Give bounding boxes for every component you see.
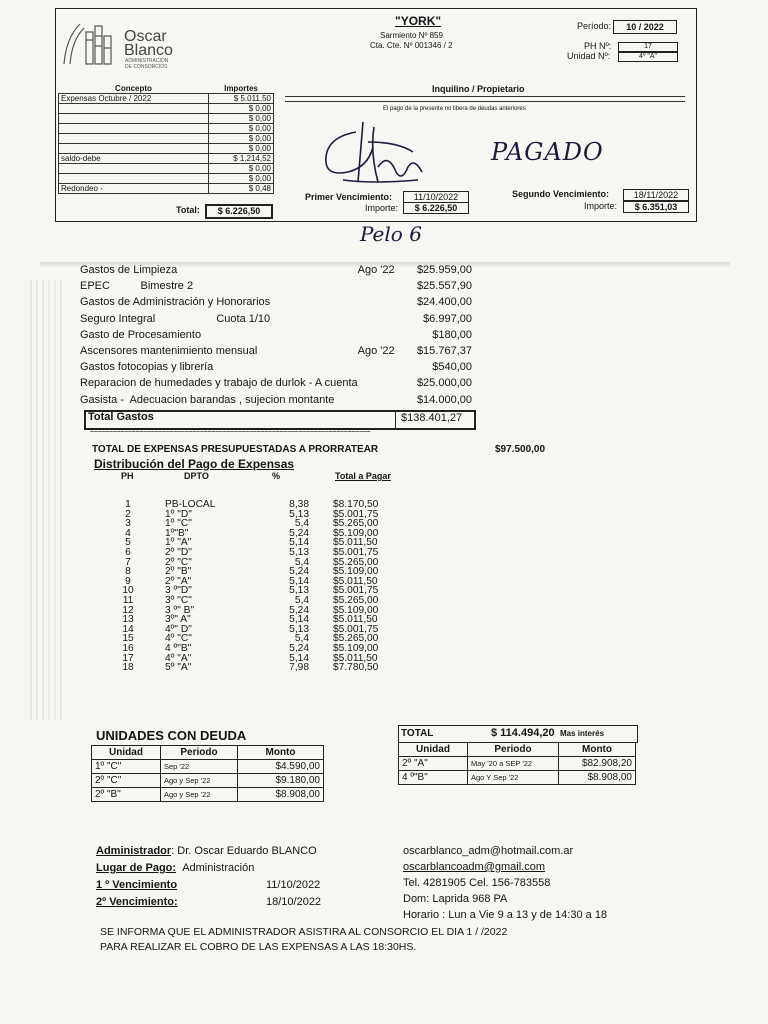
cost-row bbox=[80, 392, 472, 408]
second-amount-label: Importe: bbox=[584, 201, 618, 211]
second-due-label: Segundo Vencimiento: bbox=[512, 189, 610, 199]
first-amount-label: Importe: bbox=[365, 203, 399, 213]
second-due-date: 18/11/2022 bbox=[623, 189, 689, 201]
cost-amount: $14.000,00 bbox=[416, 393, 472, 406]
dist-pct: 5,14 bbox=[289, 575, 309, 587]
dist-ph: 14 bbox=[122, 623, 134, 635]
concept-row bbox=[59, 94, 274, 104]
building-name: "YORK" bbox=[395, 14, 442, 28]
cost-label: Ascensores mantenimiento mensual bbox=[80, 345, 258, 358]
dist-total: $5.265,00 bbox=[333, 518, 379, 530]
concept-cell bbox=[59, 104, 209, 114]
debts2-col-unidad: Unidad bbox=[399, 743, 468, 757]
dist-pct: 5,4 bbox=[294, 633, 309, 645]
footer-address: Dom: Laprida 968 PA bbox=[403, 893, 508, 905]
dist-total: $5.109,00 bbox=[333, 642, 379, 654]
logo-name-line2: Blanco bbox=[124, 42, 173, 59]
concept-amount: $ 5.011,50 bbox=[209, 94, 274, 104]
debt-row bbox=[399, 757, 636, 771]
dist-pct: 5,13 bbox=[289, 623, 309, 635]
debt-unidad: 2º "B" bbox=[92, 788, 161, 802]
debt-row bbox=[92, 774, 324, 788]
debt-row bbox=[92, 760, 324, 774]
cost-period bbox=[358, 327, 402, 343]
dist-ph: 18 bbox=[122, 662, 134, 674]
account-number: Cta. Cte. Nº 001346 / 2 bbox=[370, 41, 453, 50]
debts2-col-monto: Monto bbox=[559, 743, 636, 757]
dist-pct: 5,13 bbox=[289, 585, 309, 597]
concept-row bbox=[59, 124, 274, 134]
cost-label: Reparacion de humedades y trabajo de durlok - A cuenta bbox=[80, 377, 358, 390]
cost-row bbox=[80, 375, 472, 391]
dist-total: $5.109,00 bbox=[333, 566, 379, 578]
dist-header-ph: PH bbox=[121, 471, 134, 481]
total-gastos-label: Total Gastos bbox=[88, 411, 154, 423]
dist-pct: 5,24 bbox=[289, 527, 309, 539]
dist-pct: 5,13 bbox=[289, 546, 309, 558]
cost-amount: $25.959,00 bbox=[416, 264, 472, 277]
cost-period: Ago '22 bbox=[357, 345, 395, 358]
dist-total: $7.780,50 bbox=[333, 662, 379, 674]
tenant-notice: El pago de la presente no libera de deudas anteriores bbox=[383, 106, 526, 112]
total-gastos-divider bbox=[395, 410, 396, 428]
concept-cell bbox=[59, 174, 209, 184]
building-address: Sarmiento Nº 859 bbox=[380, 31, 443, 40]
periodo-label: Período: bbox=[577, 21, 612, 31]
dist-ph: 3 bbox=[125, 518, 131, 530]
debt-periodo: May '20 a SEP '22 bbox=[468, 757, 559, 771]
cost-period bbox=[358, 311, 402, 327]
dist-dpto: 3 º" B" bbox=[165, 604, 195, 616]
debt-row bbox=[92, 788, 324, 802]
dist-header-dpto: DPTO bbox=[184, 471, 209, 481]
cost-row bbox=[80, 359, 472, 375]
concept-amount: $ 0,00 bbox=[209, 134, 274, 144]
second-amount: $ 6.351,03 bbox=[623, 201, 689, 213]
cost-label: EPEC Bimestre 2 bbox=[80, 280, 194, 293]
cost-label: Gasto de Procesamiento bbox=[80, 328, 202, 341]
concept-cell bbox=[59, 144, 209, 154]
cost-amount: $25.000,00 bbox=[416, 377, 472, 390]
debt-monto: $4.590,00 bbox=[238, 760, 324, 774]
logo-sub2: DE CONSORCIOS bbox=[125, 64, 168, 70]
debts2-col-periodo: Periodo bbox=[468, 743, 559, 757]
debt-unidad: 2º "C" bbox=[92, 774, 161, 788]
dist-total: $5.001,75 bbox=[333, 623, 379, 635]
concept-row bbox=[59, 164, 274, 174]
dist-pct: 5,13 bbox=[289, 508, 309, 520]
concept-cell bbox=[59, 134, 209, 144]
dist-ph: 15 bbox=[122, 633, 134, 645]
dist-dpto: 5º "A" bbox=[165, 662, 192, 674]
dist-header-pct: % bbox=[272, 471, 281, 481]
concept-row bbox=[59, 134, 274, 144]
cost-row bbox=[80, 327, 472, 343]
dist-pct: 8,38 bbox=[289, 499, 309, 510]
dist-dpto: 4º" D" bbox=[165, 623, 192, 635]
dist-dpto: 2º "A" bbox=[165, 575, 192, 587]
concept-amount: $ 0,00 bbox=[209, 104, 274, 114]
debt-periodo: Ago y Sep '22 bbox=[161, 788, 238, 802]
handwritten-note: Pelo 6 bbox=[360, 222, 422, 246]
costs-table bbox=[80, 262, 472, 408]
concept-amount: $ 0,48 bbox=[209, 184, 274, 194]
cost-row bbox=[80, 311, 472, 327]
cost-period bbox=[358, 294, 402, 310]
concept-cell: saldo-debe bbox=[59, 154, 209, 164]
debt-monto: $8.908,00 bbox=[559, 771, 636, 785]
building-logo-icon bbox=[60, 18, 118, 66]
dist-total: $5.011,50 bbox=[333, 652, 378, 664]
prorate-value: $97.500,00 bbox=[495, 444, 546, 455]
dist-dpto: 4º "A" bbox=[165, 652, 192, 664]
dist-ph: 12 bbox=[122, 604, 134, 616]
dist-pct: 5,4 bbox=[294, 556, 309, 568]
cost-amount: $25.557,90 bbox=[416, 280, 472, 293]
separator-line: ========================================================================== bbox=[90, 428, 371, 435]
concept-cell: Redondeo - bbox=[59, 184, 209, 194]
concept-row bbox=[59, 174, 274, 184]
v2-value: 18/10/2022 bbox=[266, 896, 322, 908]
dist-dpto: 1º"B" bbox=[165, 527, 189, 539]
concept-row bbox=[59, 154, 274, 164]
cost-amount: $540,00 bbox=[432, 361, 472, 374]
v1-label: 1 º Vencimiento bbox=[96, 879, 178, 891]
dist-ph: 17 bbox=[122, 652, 134, 664]
total-gastos-value: $138.401,27 bbox=[401, 412, 463, 424]
cost-amount: $180,00 bbox=[432, 328, 472, 341]
first-due-label: Primer Vencimiento: bbox=[305, 192, 393, 202]
cost-row bbox=[80, 294, 472, 310]
concept-cell bbox=[59, 164, 209, 174]
concept-amount: $ 0,00 bbox=[209, 174, 274, 184]
concepts-total-label: Total: bbox=[176, 205, 200, 215]
footer-email2[interactable]: oscarblancoadm@gmail.com bbox=[403, 861, 546, 873]
dist-ph: 16 bbox=[122, 642, 134, 654]
dist-pct: 5,24 bbox=[289, 604, 309, 616]
first-due-date: 11/10/2022 bbox=[403, 191, 469, 203]
dist-total: $5.109,00 bbox=[333, 604, 379, 616]
dist-dpto: 3º "C" bbox=[165, 594, 192, 606]
unidad-value: 4º "A" bbox=[618, 52, 678, 62]
concepts-total-value: $ 6.226,50 bbox=[205, 204, 273, 219]
dist-ph: 8 bbox=[125, 566, 131, 578]
cost-period bbox=[358, 278, 402, 294]
cost-row bbox=[80, 343, 472, 359]
dist-dpto: 3º" A" bbox=[165, 614, 191, 626]
footer-admin bbox=[96, 845, 317, 857]
concept-row bbox=[59, 104, 274, 114]
concept-cell bbox=[59, 124, 209, 134]
debt-periodo: Ago y Sep '22 bbox=[161, 774, 238, 788]
dist-dpto: 4º "C" bbox=[165, 633, 192, 645]
debts-title: UNIDADES CON DEUDA bbox=[96, 728, 247, 743]
concept-cell bbox=[59, 114, 209, 124]
admin-label: Administrador bbox=[96, 845, 172, 857]
dist-ph: 13 bbox=[122, 614, 134, 626]
dist-dpto: 1º "D" bbox=[165, 508, 192, 520]
debt-monto: $8.908,00 bbox=[238, 788, 324, 802]
concept-row bbox=[59, 144, 274, 154]
dist-total: $5.265,00 bbox=[333, 556, 379, 568]
dist-pct: 5,14 bbox=[289, 537, 309, 549]
periodo-value: 10 / 2022 bbox=[613, 20, 677, 34]
debt-unidad: 1º "C" bbox=[92, 760, 161, 774]
dist-dpto: 2º "D" bbox=[165, 546, 192, 558]
footer-hours: Horario : Lun a Vie 9 a 13 y de 14:30 a 18 bbox=[403, 909, 608, 921]
cost-label: Gastos de Administración y Honorarios bbox=[80, 296, 271, 309]
tenant-title: Inquilino / Propietario bbox=[432, 84, 525, 94]
dist-ph: 7 bbox=[125, 556, 131, 568]
admin-value: : Dr. Oscar Eduardo BLANCO bbox=[171, 845, 317, 857]
concept-amount: $ 0,00 bbox=[209, 124, 274, 134]
signature-icon bbox=[318, 112, 428, 192]
debt-monto: $9.180,00 bbox=[238, 774, 324, 788]
dist-total: $5.265,00 bbox=[333, 594, 379, 606]
dist-total: $8.170,50 bbox=[333, 499, 379, 510]
ph-value: 17 bbox=[618, 42, 678, 52]
place-label: Lugar de Pago: bbox=[96, 862, 177, 874]
dist-dpto: 2º "B" bbox=[165, 566, 192, 578]
concept-cell: Expensas Octubre / 2022 bbox=[59, 94, 209, 104]
concept-row bbox=[59, 184, 274, 194]
dist-ph: 2 bbox=[125, 508, 131, 520]
tenant-line-2 bbox=[285, 101, 685, 102]
cost-period bbox=[358, 359, 402, 375]
concepts-table bbox=[58, 84, 274, 194]
debt-periodo: Sep '22 bbox=[161, 760, 238, 774]
debt-row bbox=[399, 771, 636, 785]
footer-phone: Tel. 4281905 Cel. 156-783558 bbox=[403, 877, 551, 889]
dist-ph: 4 bbox=[125, 527, 131, 539]
dist-ph: 9 bbox=[125, 575, 131, 587]
distribution-title: Distribución del Pago de Expensas bbox=[94, 457, 295, 471]
cost-amount: $15.767,37 bbox=[416, 345, 472, 358]
dist-total: $5.001,75 bbox=[333, 546, 379, 558]
debts-col-monto: Monto bbox=[238, 746, 324, 760]
dist-dpto: 1º "A" bbox=[165, 537, 192, 549]
dist-total: $5.001,75 bbox=[333, 508, 379, 520]
concept-amount: $ 0,00 bbox=[209, 114, 274, 124]
dist-pct: 5,14 bbox=[289, 614, 309, 626]
cost-row bbox=[80, 262, 472, 278]
footer-notice1: SE INFORMA QUE EL ADMINISTRADOR ASISTIRA AL CONSORCIO EL DIA 1 / /2022 bbox=[100, 926, 508, 938]
footer-place bbox=[96, 862, 254, 874]
dist-pct: 7,98 bbox=[289, 662, 309, 674]
edge-smudge bbox=[30, 280, 66, 720]
logo-name-line1: Oscar bbox=[124, 28, 167, 45]
debts2-total-note: Mas interés bbox=[560, 729, 605, 738]
dist-total: $5.011,50 bbox=[333, 575, 378, 587]
concept-amount: $ 1.214,52 bbox=[209, 154, 274, 164]
tenant-line bbox=[285, 96, 685, 97]
footer-email1[interactable]: oscarblanco_adm@hotmail.com.ar bbox=[403, 845, 574, 857]
ph-label: PH Nº: bbox=[584, 41, 612, 51]
handwritten-paid: PAGADO bbox=[491, 138, 604, 166]
dist-total: $5.265,00 bbox=[333, 633, 379, 645]
dist-dpto: 3 º"D" bbox=[165, 585, 192, 597]
debts-table bbox=[91, 745, 324, 802]
dist-ph: 5 bbox=[125, 537, 131, 549]
cost-label: Gastos fotocopias y librería bbox=[80, 361, 214, 374]
dist-dpto: 4 º"B" bbox=[165, 642, 192, 654]
cost-label: Gasista - Adecuacion barandas , sujecion montante bbox=[80, 393, 335, 406]
cost-period: Ago '22 bbox=[357, 264, 395, 277]
cost-period bbox=[358, 375, 402, 391]
cost-amount: $24.400,00 bbox=[416, 296, 472, 309]
concept-row bbox=[59, 114, 274, 124]
debt-monto: $82.908,20 bbox=[559, 757, 636, 771]
cost-amount: $6.997,00 bbox=[423, 312, 472, 325]
dist-header-total: Total a Pagar bbox=[335, 471, 391, 481]
dist-dpto: PB-LOCAL bbox=[165, 499, 216, 510]
debts-col-periodo: Periodo bbox=[161, 746, 238, 760]
debts2-total-label: TOTAL bbox=[401, 728, 434, 739]
dist-pct: 5,4 bbox=[294, 518, 309, 530]
dist-total: $5.001,75 bbox=[333, 585, 379, 597]
dist-total: $5.011,50 bbox=[333, 537, 378, 549]
unidad-label: Unidad Nº: bbox=[567, 51, 611, 61]
dist-pct: 5,24 bbox=[289, 642, 309, 654]
footer-notice2: PARA REALIZAR EL COBRO DE LAS EXPENSAS A LAS 18:30HS. bbox=[100, 941, 417, 953]
debts2-table bbox=[398, 742, 636, 785]
cost-row bbox=[80, 278, 472, 294]
dist-dpto: 2º "C" bbox=[165, 556, 192, 568]
cost-label: Seguro Integral Cuota 1/10 bbox=[80, 312, 271, 325]
dist-ph: 6 bbox=[125, 546, 131, 558]
logo-sub1: ADMINISTRACIÓN bbox=[125, 58, 169, 64]
concept-amount: $ 0,00 bbox=[209, 144, 274, 154]
first-amount: $ 6.226,50 bbox=[403, 202, 469, 214]
place-value: Administración bbox=[182, 862, 255, 874]
dist-pct: 5,4 bbox=[294, 594, 309, 606]
debt-unidad: 4 º"B" bbox=[399, 771, 468, 785]
debt-periodo: Ago Y Sep '22 bbox=[468, 771, 559, 785]
dist-pct: 5,14 bbox=[289, 652, 309, 664]
debts-col-unidad: Unidad bbox=[92, 746, 161, 760]
concepts-col-concepto: Concepto bbox=[115, 84, 152, 93]
distribution-table bbox=[115, 500, 423, 673]
dist-total: $5.109,00 bbox=[333, 527, 379, 539]
debt-unidad: 2º "A" bbox=[399, 757, 468, 771]
distribution-row bbox=[115, 663, 423, 673]
concepts-col-importes: Importes bbox=[224, 84, 258, 93]
cost-period bbox=[358, 392, 402, 408]
prorate-label: TOTAL DE EXPENSAS PRESUPUESTADAS A PRORRATEAR bbox=[92, 444, 379, 455]
dist-ph: 1 bbox=[125, 499, 131, 510]
dist-dpto: 1º "C" bbox=[165, 518, 192, 530]
concept-amount: $ 0,00 bbox=[209, 164, 274, 174]
dist-ph: 11 bbox=[122, 594, 134, 606]
dist-pct: 5,24 bbox=[289, 566, 309, 578]
dist-ph: 10 bbox=[122, 585, 134, 597]
dist-total: $5.011,50 bbox=[333, 614, 378, 626]
debts2-total-value: $ 114.494,20 bbox=[491, 727, 555, 739]
v1-value: 11/10/2022 bbox=[266, 879, 321, 891]
v2-label: 2º Vencimiento: bbox=[96, 896, 178, 908]
cost-label: Gastos de Limpieza bbox=[80, 264, 178, 277]
